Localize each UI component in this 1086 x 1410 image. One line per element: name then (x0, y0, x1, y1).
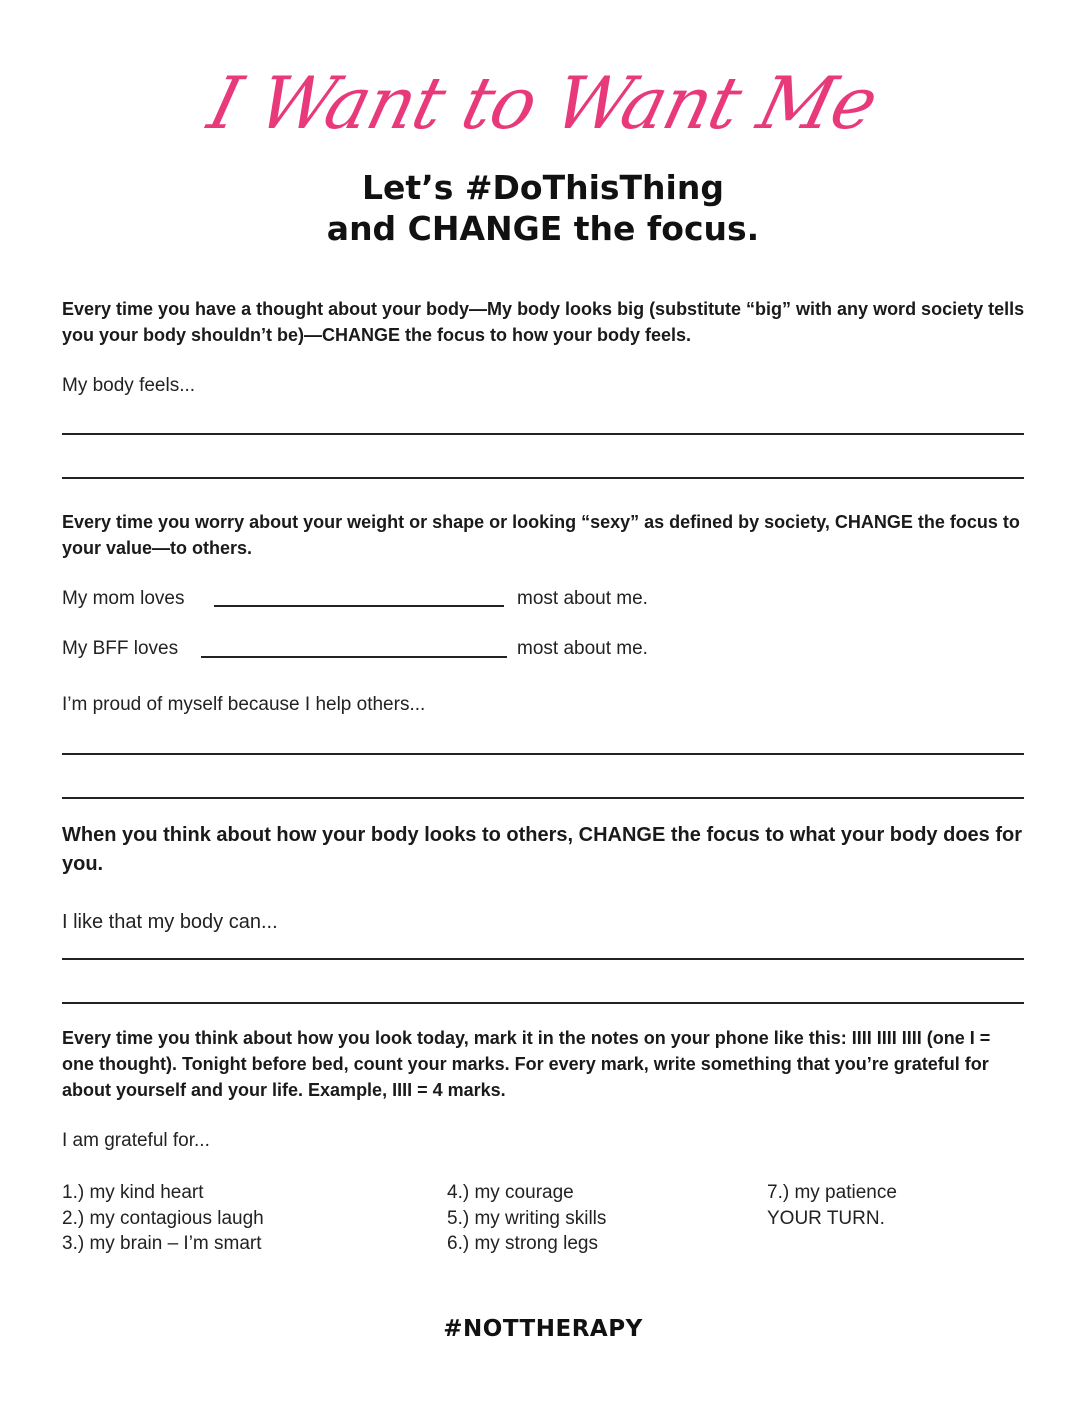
section3-prompt: I like that my body can... (62, 911, 278, 933)
section3-instruction: When you think about how your body looks to others, CHANGE the focus to what your body does for you. (62, 824, 1023, 875)
mom-loves-blank[interactable] (214, 605, 504, 607)
section2-instruction: Every time you worry about your weight or shape or looking “sexy” as defined by society, CHANGE the focus to your value—to others. (62, 512, 1020, 558)
answer-line[interactable] (62, 477, 1024, 479)
gratitude-column-3 (767, 1180, 897, 1231)
answer-line[interactable] (62, 433, 1024, 435)
list-item: 4.) my courage (447, 1182, 574, 1203)
section4-prompt: I am grateful for... (62, 1130, 210, 1151)
your-turn-label: YOUR TURN. (767, 1207, 885, 1229)
section1-instruction: Every time you have a thought about your body—My body looks big (substitute “big” with any word society tells you your body shouldn’t be)—CHANGE the focus to how your body feels. (62, 299, 1025, 345)
bff-loves-suffix: most about me. (517, 638, 648, 659)
bff-loves-label: My BFF loves (62, 638, 179, 659)
answer-line[interactable] (62, 1002, 1024, 1004)
answer-line[interactable] (62, 797, 1024, 799)
answer-line[interactable] (62, 958, 1024, 960)
answer-line[interactable] (62, 753, 1024, 755)
footer-hashtag: #NOTTHERAPY (443, 1316, 643, 1342)
list-item: 3.) my brain – I’m smart (62, 1233, 262, 1254)
list-item: 1.) my kind heart (62, 1182, 204, 1203)
gratitude-column-2 (447, 1180, 606, 1257)
logo: I Want to Want Me (200, 61, 886, 145)
list-item: 7.) my patience (767, 1182, 897, 1203)
mom-loves-label: My mom loves (62, 588, 185, 609)
section4-instruction: Every time you think about how you look today, mark it in the notes on your phone like this: IIII IIII IIII (one I = one thought). Tonight before bed, count your marks. For every mark, write something that you’re grateful for about yourself and your life. Example, IIII = 4 marks. (62, 1028, 991, 1100)
list-item: 2.) my contagious laugh (62, 1207, 264, 1229)
headline-line-2: and CHANGE the focus. (326, 209, 760, 248)
mom-loves-suffix: most about me. (517, 588, 648, 609)
list-item: 5.) my writing skills (447, 1207, 607, 1229)
list-item: 6.) my strong legs (447, 1233, 598, 1254)
headline-line-1: Let’s #DoThisThing (362, 168, 724, 207)
section2-prompt: I’m proud of myself because I help others... (62, 694, 426, 715)
bff-loves-blank[interactable] (201, 656, 507, 658)
gratitude-column-1 (62, 1180, 264, 1257)
section1-prompt: My body feels... (62, 375, 196, 396)
